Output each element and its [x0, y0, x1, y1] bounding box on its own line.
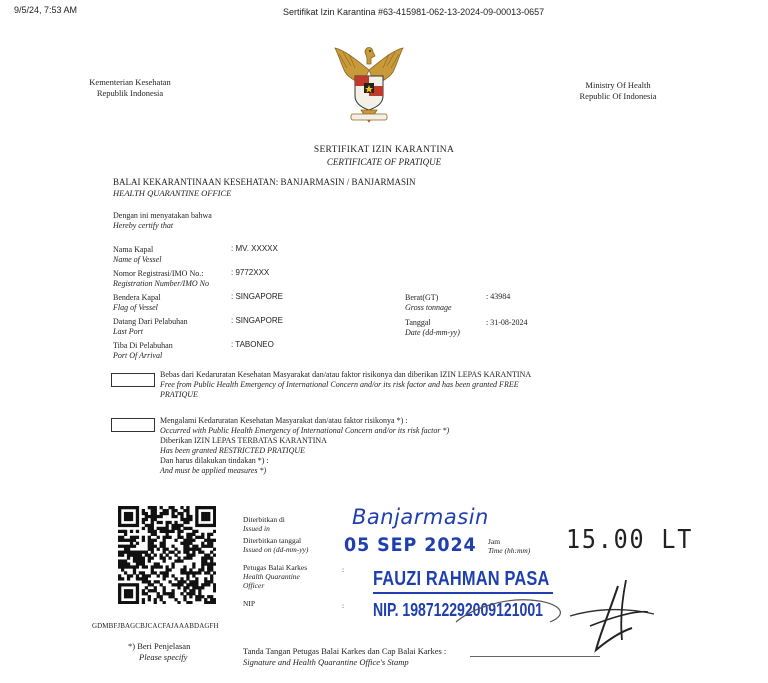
restricted-pratique-option — [160, 416, 630, 476]
field-arrival-value: : TABONEO — [231, 340, 274, 349]
nip-colon: : — [342, 601, 345, 610]
field-label-en: Name of Vessel — [113, 255, 162, 264]
field-last-port — [113, 317, 188, 337]
field-vessel-name — [113, 245, 161, 265]
option-text-en: Free from Public Health Emergency of International Concern and/or its risk factor and has been granted FREE — [160, 380, 519, 389]
option-text: Diberikan IZIN LEPAS TERBATAS KARANTINA — [160, 436, 327, 445]
print-doc-title: Sertifikat Izin Karantina #63-415981-062-13-2024-09-00013-0657 — [283, 7, 545, 17]
option-text-en: And must be applied measures *) — [160, 466, 267, 475]
ministry-left-line2: Republik Indonesia — [96, 88, 164, 98]
label-en: Issued in — [243, 524, 270, 533]
signature-line — [470, 656, 600, 657]
field-flag-value: : SINGAPORE — [231, 292, 284, 301]
signature-icon — [450, 570, 660, 656]
field-date — [405, 318, 460, 338]
label: Diterbitkan di — [243, 515, 285, 524]
certificate-title: SERTIFIKAT IZIN KARANTINA — [313, 145, 455, 155]
field-label: Nama Kapal — [113, 245, 154, 254]
option-text: Dan harus dilakukan tindakan *) : — [160, 456, 269, 465]
label-en: Time (hh:mm) — [488, 546, 531, 555]
free-pratique-checkbox[interactable] — [111, 373, 155, 387]
intro-text: Dengan ini menyatakan bahwa — [113, 211, 212, 220]
field-gt-value: : 43984 — [486, 292, 511, 301]
field-flag — [113, 293, 161, 313]
field-label: Bendera Kapal — [113, 293, 161, 302]
field-date-value: : 31-08-2024 — [486, 318, 528, 327]
signature-label: Tanda Tangan Petugas Balai Karkes dan Cap Balai Karkes : — [243, 646, 447, 656]
option-text-en: Occurred with Public Health Emergency of International Concern and/or its risk factor *) — [160, 426, 450, 435]
field-label-en: Flag of Vessel — [113, 303, 158, 312]
field-label-en: Port Of Arrival — [113, 351, 163, 360]
field-label: Berat(GT) — [405, 293, 439, 302]
label: Diterbitkan tanggal — [243, 536, 302, 545]
label-en: Officer — [243, 581, 265, 590]
qr-code-icon — [118, 506, 216, 604]
option-text: Mengalami Kedaruratan Kesehatan Masyarakat dan/atau faktor risikonya *) : — [160, 416, 408, 425]
field-label: Tiba Di Pelabuhan — [113, 341, 173, 350]
print-datetime: 9/5/24, 7:53 AM — [14, 5, 78, 15]
ministry-right-line1: Ministry Of Health — [585, 80, 651, 90]
officer-colon: : — [342, 565, 345, 574]
field-vessel-name-value: : MV. XXXXX — [231, 244, 278, 253]
label-en: Health Quarantine — [243, 572, 300, 581]
field-label-en: Last Port — [113, 327, 144, 336]
option-text: Bebas dari Kedaruratan Kesehatan Masyarakat dan/atau faktor risikonya dan diberikan IZIN LEPAS KARANTINA — [160, 370, 532, 379]
field-imo-value: : 9772XXX — [231, 268, 270, 277]
note-label-en: Please specify — [139, 652, 188, 662]
ministry-left — [80, 77, 180, 99]
officer-label — [243, 563, 307, 590]
issued-in-label — [243, 515, 285, 533]
garuda-emblem-icon — [331, 42, 407, 126]
issued-in-value: Banjarmasin — [352, 505, 489, 529]
field-label-en: Date (dd-mm-yy) — [405, 328, 460, 337]
ministry-left-line1: Kementerian Kesehatan — [89, 77, 171, 87]
field-last-port-value: : SINGAPORE — [231, 316, 284, 325]
nip-stamp: NIP. 198712292009121001 — [373, 600, 543, 620]
field-label-en: Registration Number/IMO No — [113, 279, 209, 288]
intro-text-en: Hereby certify that — [113, 221, 174, 230]
option-text-en: PRATIQUE — [160, 390, 198, 399]
ministry-right — [566, 80, 670, 102]
issued-on-value: 05 SEP 2024 — [344, 534, 477, 556]
signature-label-en: Signature and Health Quarantine Office's Stamp — [243, 657, 409, 667]
restricted-pratique-checkbox[interactable] — [111, 418, 155, 432]
option-text-en: Has been granted RESTRICTED PRATIQUE — [160, 446, 306, 455]
qr-code-text: GDMBFJBAGCBJCACFAJAAABDAGFH — [92, 622, 219, 630]
label-en: Issued on (dd-mm-yy) — [243, 545, 309, 554]
issued-on-label — [243, 536, 308, 554]
free-pratique-option — [160, 370, 630, 400]
officer-name-stamp: FAUZI RAHMAN PASA — [373, 568, 550, 590]
note-label: *) Beri Penjelasan — [128, 641, 191, 651]
certificate-title-en: CERTIFICATE OF PRATIQUE — [326, 157, 442, 167]
label: Jam — [488, 537, 501, 546]
time-label — [488, 537, 530, 555]
field-label-en: Gross tonnage — [405, 303, 452, 312]
ministry-right-line2: Republic Of Indonesia — [579, 91, 657, 101]
office-name: BALAI KEKARANTINAAN KESEHATAN: BANJARMASIN / BANJARMASIN — [113, 177, 416, 187]
field-label: Nomor Registrasi/IMO No.: — [113, 269, 204, 278]
time-value: 15.00 LT — [566, 525, 694, 555]
field-gt — [405, 293, 452, 313]
field-label: Tanggal — [405, 318, 431, 327]
field-label: Datang Dari Pelabuhan — [113, 317, 188, 326]
nip-label: NIP — [243, 599, 256, 608]
office-name-en: HEALTH QUARANTINE OFFICE — [113, 188, 232, 198]
field-arrival — [113, 341, 173, 361]
field-imo — [113, 269, 209, 289]
label: Petugas Balai Karkes — [243, 563, 308, 572]
